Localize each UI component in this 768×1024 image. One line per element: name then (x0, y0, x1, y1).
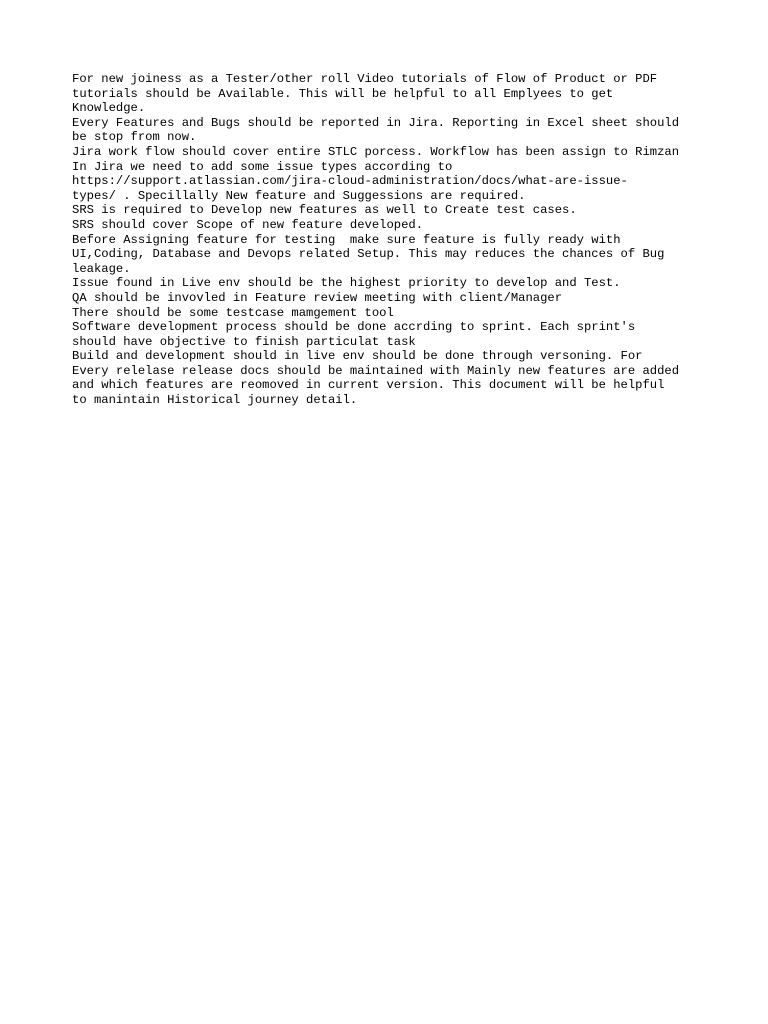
text-line: types/ . Specillally New feature and Suggessions are required. (72, 188, 526, 203)
text-line: Every relelase release docs should be maintained with Mainly new features are added (72, 363, 680, 378)
text-line: For new joiness as a Tester/other roll Video tutorials of Flow of Product or PDF (72, 72, 658, 86)
text-line: In Jira we need to add some issue types according to (72, 159, 453, 174)
text-line: SRS is required to Develop new features as well to Create test cases. (72, 203, 577, 218)
text-line: There should be some testcase mamgement tool (72, 305, 394, 320)
text-line: https://support.atlassian.com/jira-cloud-administration/docs/what-are-issue- (72, 174, 628, 189)
text-line: Every Features and Bugs should be reported in Jira. Reporting in Excel sheet should (72, 115, 680, 130)
text-line: Software development process should be done accrding to sprint. Each sprint's (72, 320, 636, 335)
text-line: QA should be invovled in Feature review meeting with client/Manager (72, 290, 563, 305)
text-line: leakage. (72, 261, 131, 276)
document-page (72, 72, 712, 408)
text-line: Knowledge. (72, 101, 146, 116)
text-line: UI,Coding, Database and Devops related Setup. This may reduces the chances of Bug (72, 247, 665, 262)
text-line: tutorials should be Available. This will be helpful to all Emplyees to get (72, 86, 614, 101)
text-line: Issue found in Live env should be the highest priority to develop and Test. (72, 276, 621, 291)
text-line: should have objective to finish particulat task (72, 334, 416, 349)
text-line: Jira work flow should cover entire STLC porcess. Workflow has been assign to Rimzan (72, 144, 680, 159)
text-line: be stop from now. (72, 130, 197, 145)
text-line: and which features are reomoved in current version. This document will be helpful (72, 378, 665, 393)
text-line: SRS should cover Scope of new feature developed. (72, 217, 424, 232)
text-line: Build and development should in live env should be done through versoning. For (72, 349, 643, 364)
text-line: to manintain Historical journey detail. (72, 393, 358, 408)
text-line: Before Assigning feature for testing make sure feature is fully ready with (72, 232, 621, 247)
